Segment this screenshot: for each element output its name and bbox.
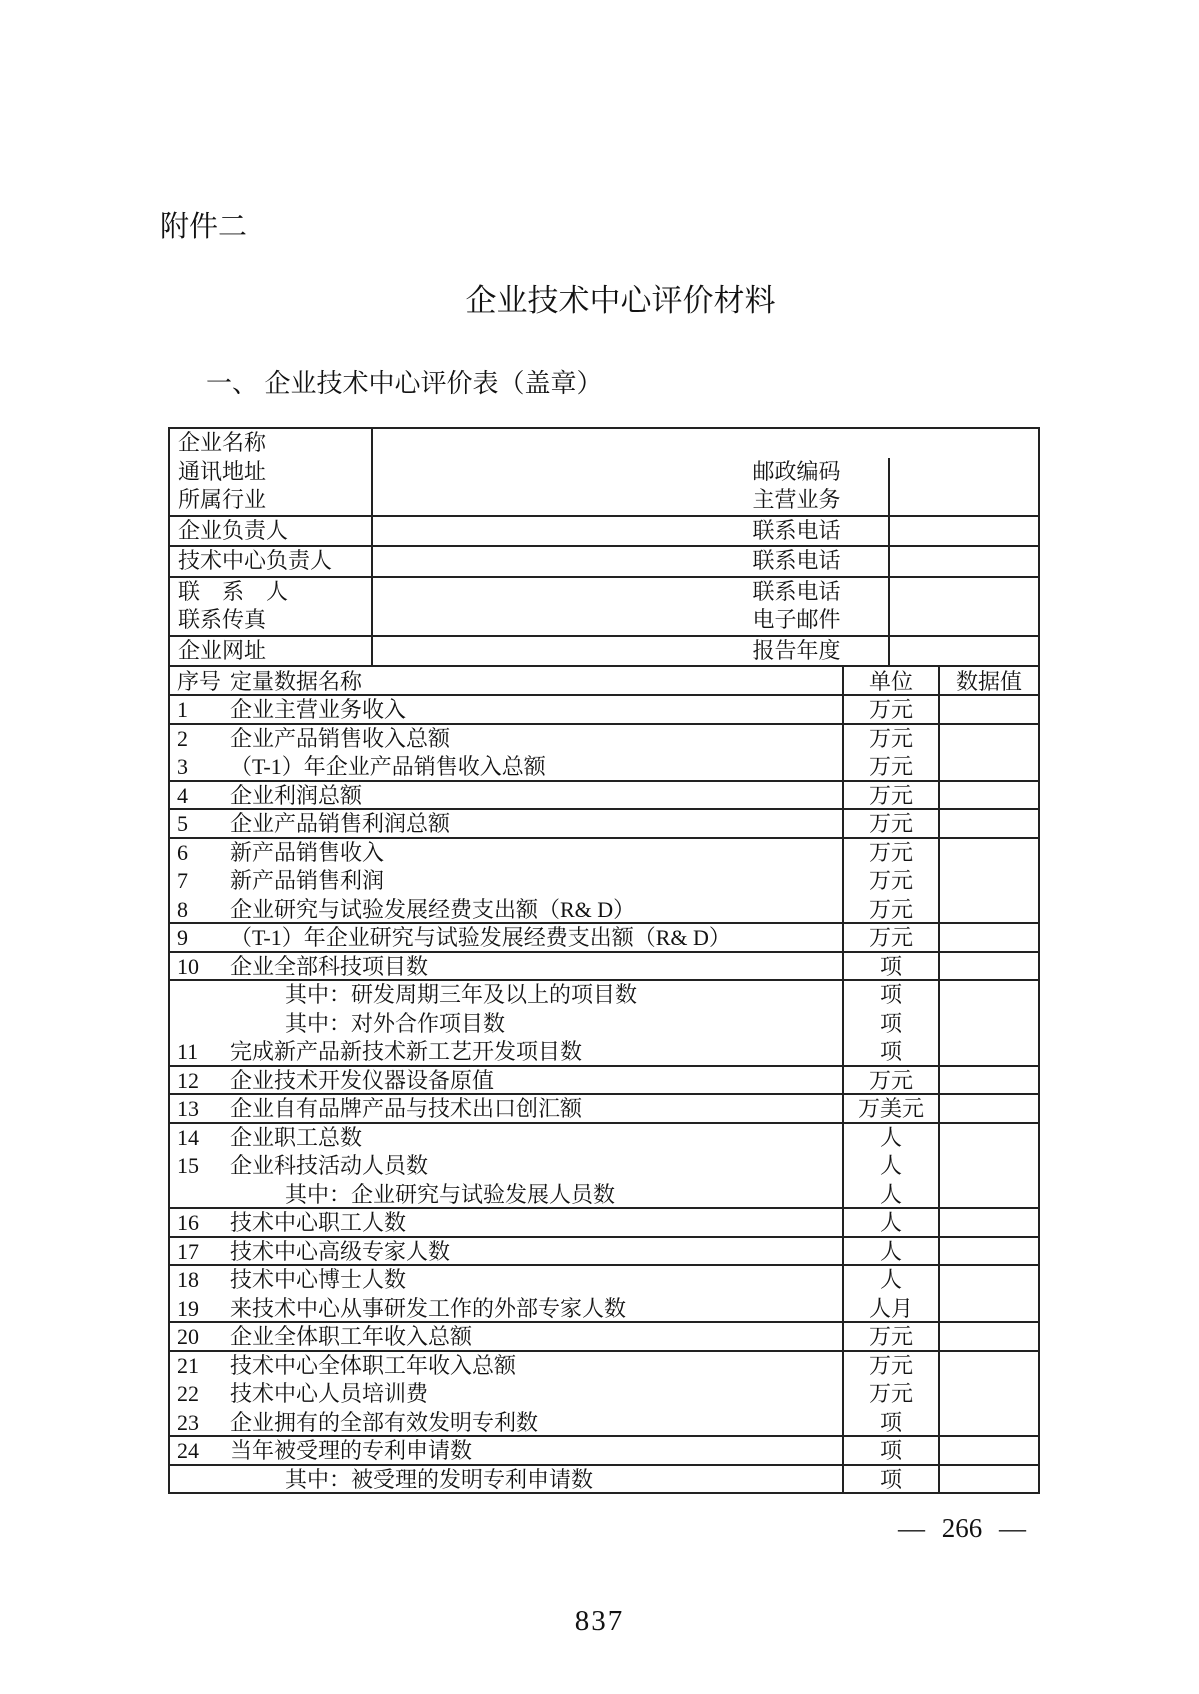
row-number: 13 [177,1096,199,1121]
info-value-cell [888,606,1038,635]
table-row [170,1095,1038,1124]
table-row [170,696,1038,725]
row-number: 21 [177,1352,199,1378]
row-name: 技术中心博士人数 [230,1267,407,1292]
info-field-label: 电子邮件 [752,607,841,632]
table-row [170,1466,1038,1495]
table-row [170,753,1038,782]
table-row [170,867,1038,896]
row-number: 6 [177,839,188,865]
row-unit: 万元 [842,696,940,723]
row-unit: 万元 [842,839,940,868]
row-name: 当年被受理的专利申请数 [230,1438,473,1463]
table-row [170,1209,1038,1238]
row-name: 企业自有品牌产品与技术出口创汇额 [230,1096,583,1121]
row-unit: 万元 [842,753,940,780]
table-row [170,1010,1038,1039]
row-value-cell [940,1181,1038,1208]
info-field-label: 联系电话 [752,548,841,573]
row-value-cell [940,1238,1038,1265]
row-unit: 人 [842,1209,940,1236]
row-number [170,1181,230,1208]
row-name: 完成新产品新技术新工艺开发项目数 [230,1039,583,1064]
row-value-cell [940,1152,1038,1181]
row-unit: 项 [842,1437,940,1464]
row-unit: 万元 [842,896,940,923]
row-name: 企业科技活动人员数 [230,1153,429,1178]
info-label-column [170,429,373,515]
row-name: 企业产品销售收入总额 [230,725,451,751]
page-number: — 266 — [898,1513,1026,1543]
info-block [170,637,1038,668]
info-right-row [705,429,1038,458]
row-value-cell [940,782,1038,809]
table-row [170,1238,1038,1267]
row-number: 19 [177,1295,199,1321]
table-row [170,725,1038,754]
row-value-cell [940,1209,1038,1236]
row-name: 其中：研发周期三年及以上的项目数 [285,982,638,1007]
info-label-column [170,547,373,576]
row-name: 技术中心职工人数 [230,1210,407,1235]
info-value-cell [888,458,1038,487]
row-value-cell [940,1295,1038,1322]
row-name: 企业全部科技项目数 [230,953,429,979]
info-label: 企业名称 [178,430,267,455]
info-value-cell [373,517,705,546]
header-value: 数据值 [955,669,1022,694]
info-right-column [705,547,1038,576]
row-value-cell [940,1038,1038,1065]
info-right-row [705,606,1038,635]
info-right-row [705,458,1038,487]
row-number: 20 [177,1324,199,1349]
row-unit: 万元 [842,924,940,951]
document-title: 企业技术中心评价材料 [465,283,776,318]
row-value-cell [940,1380,1038,1409]
info-right-column [705,517,1038,546]
row-number [170,1466,230,1493]
row-name: （T-1）年企业产品销售收入总额 [230,754,546,779]
row-value-cell [940,1067,1038,1094]
info-field-label: 报告年度 [752,637,841,663]
row-unit: 项 [842,953,940,980]
row-unit: 万元 [842,810,940,837]
row-number: 12 [177,1067,199,1093]
row-value-cell [940,810,1038,837]
table-row [170,810,1038,839]
info-label: 所属行业 [178,487,267,512]
info-value-cell [373,547,705,576]
info-label: 联系传真 [178,607,267,632]
info-value-cell [373,637,705,666]
row-name: 企业拥有的全部有效发明专利数 [230,1409,539,1435]
row-unit: 项 [842,1010,940,1039]
info-right-row [705,637,1038,666]
row-unit: 万元 [842,1323,940,1350]
row-unit: 项 [842,981,940,1010]
row-number: 1 [177,697,188,722]
info-label: 企业负责人 [178,517,289,543]
table-row [170,1152,1038,1181]
row-number: 9 [177,925,188,950]
row-unit: 万元 [842,782,940,809]
info-value-cell [888,637,1038,666]
row-number [170,981,230,1010]
info-value-cell [888,429,1038,458]
row-value-cell [940,867,1038,896]
info-label: 企业网址 [178,637,267,663]
row-number: 16 [177,1210,199,1235]
row-number: 22 [177,1381,199,1406]
info-block [170,547,1038,578]
header-name: 定量数据名称 [230,669,363,694]
row-name: 企业利润总额 [230,782,363,808]
info-right-column [705,578,1038,635]
table-row [170,896,1038,925]
row-value-cell [940,1409,1038,1436]
table-row [170,1437,1038,1466]
info-right-row [705,486,1038,515]
info-value-cell [888,547,1038,576]
info-label: 联 系 人 [178,578,289,604]
row-name: 企业主营业务收入 [230,697,407,722]
table-row [170,953,1038,982]
row-value-cell [940,953,1038,980]
row-name: 其中：对外合作项目数 [285,1010,506,1036]
row-unit: 万元 [842,1352,940,1381]
row-number: 2 [177,725,188,751]
row-unit: 万元 [842,867,940,896]
row-unit: 人月 [842,1295,940,1322]
folio-number: 837 [574,1605,625,1637]
info-label: 通讯地址 [178,458,267,484]
info-right-column [705,637,1038,666]
row-name: 企业研究与试验发展经费支出额（R& D） [230,896,636,922]
row-value-cell [940,1352,1038,1381]
info-block [170,429,1038,517]
row-value-cell [940,1437,1038,1464]
row-name: 来技术中心从事研发工作的外部专家人数 [230,1295,627,1321]
info-field-label: 主营业务 [752,487,841,512]
row-value-cell [940,753,1038,780]
row-unit: 万元 [842,1067,940,1094]
row-number: 5 [177,811,188,836]
info-right-column [705,429,1038,515]
row-name: 新产品销售利润 [230,868,385,893]
row-value-cell [940,725,1038,754]
info-right-row [705,517,1038,546]
table-row [170,1380,1038,1409]
info-field-label [705,429,888,458]
row-unit: 人 [842,1124,940,1153]
table-row [170,1323,1038,1352]
row-number: 3 [177,754,188,779]
table-row [170,1295,1038,1324]
row-name: 技术中心全体职工年收入总额 [230,1352,517,1378]
info-label-column [170,578,373,635]
info-label-column [170,517,373,546]
row-number: 8 [177,896,188,922]
info-value-cell [888,517,1038,546]
info-field-label: 邮政编码 [752,458,841,484]
info-field-label: 联系电话 [752,578,841,604]
row-unit: 人 [842,1152,940,1181]
row-number: 10 [177,953,199,979]
row-value-cell [940,1466,1038,1493]
row-unit: 项 [842,1409,940,1436]
table-row [170,839,1038,868]
table-header-row [170,667,1038,696]
header-unit: 单位 [842,667,940,694]
row-name: 企业全体职工年收入总额 [230,1324,473,1349]
row-number: 18 [177,1267,199,1292]
row-number: 17 [177,1238,199,1264]
table-row [170,1352,1038,1381]
row-value-cell [940,1095,1038,1122]
row-unit: 万元 [842,1380,940,1409]
table-row [170,1067,1038,1096]
row-name: 新产品销售收入 [230,839,385,865]
row-value-cell [940,1124,1038,1153]
table-row [170,981,1038,1010]
table-row [170,1038,1038,1067]
row-name: 技术中心高级专家人数 [230,1238,451,1264]
row-value-cell [940,981,1038,1010]
row-value-cell [940,1010,1038,1039]
row-value-cell [940,1323,1038,1350]
info-label-column [170,637,373,666]
info-value-cell [373,429,705,515]
row-name: 企业产品销售利润总额 [230,811,451,836]
table-row [170,924,1038,953]
row-value-cell [940,924,1038,951]
row-value-cell [940,896,1038,923]
header-no: 序号 [177,669,222,694]
table-row [170,1266,1038,1295]
row-unit: 项 [842,1466,940,1493]
row-name: 其中：企业研究与试验发展人员数 [285,1181,616,1207]
row-number: 23 [177,1409,199,1435]
info-value-cell [373,578,705,635]
row-value-cell [940,839,1038,868]
row-number [170,1010,230,1039]
row-unit: 人 [842,1266,940,1295]
row-unit: 人 [842,1181,940,1208]
info-label: 技术中心负责人 [178,548,333,573]
info-value-cell [888,578,1038,607]
row-unit: 人 [842,1238,940,1265]
table-row [170,1124,1038,1153]
table-row [170,1409,1038,1438]
row-name: 技术中心人员培训费 [230,1381,429,1406]
attachment-label: 附件二 [160,211,248,243]
info-block [170,578,1038,637]
row-number: 15 [177,1153,199,1178]
row-name: 企业职工总数 [230,1124,363,1150]
row-unit: 万元 [842,725,940,754]
row-value-cell [940,1266,1038,1295]
row-number: 14 [177,1124,199,1150]
row-number: 7 [177,868,188,893]
row-number: 11 [177,1039,199,1064]
row-number: 4 [177,782,188,808]
info-field-label: 联系电话 [752,517,841,543]
info-value-cell [888,486,1038,515]
info-block [170,517,1038,548]
info-right-row [705,547,1038,576]
row-name: 其中：被受理的发明专利申请数 [285,1466,594,1492]
info-right-row [705,578,1038,607]
row-name: 企业技术开发仪器设备原值 [230,1067,495,1093]
table-row [170,782,1038,811]
section-heading: 一、 企业技术中心评价表（盖章） [206,369,603,398]
row-value-cell [940,696,1038,723]
row-unit: 万美元 [842,1095,940,1122]
evaluation-table [168,427,1040,1494]
table-row [170,1181,1038,1210]
row-unit: 项 [842,1038,940,1065]
row-number: 24 [177,1438,199,1463]
row-name: （T-1）年企业研究与试验发展经费支出额（R& D） [230,925,731,950]
